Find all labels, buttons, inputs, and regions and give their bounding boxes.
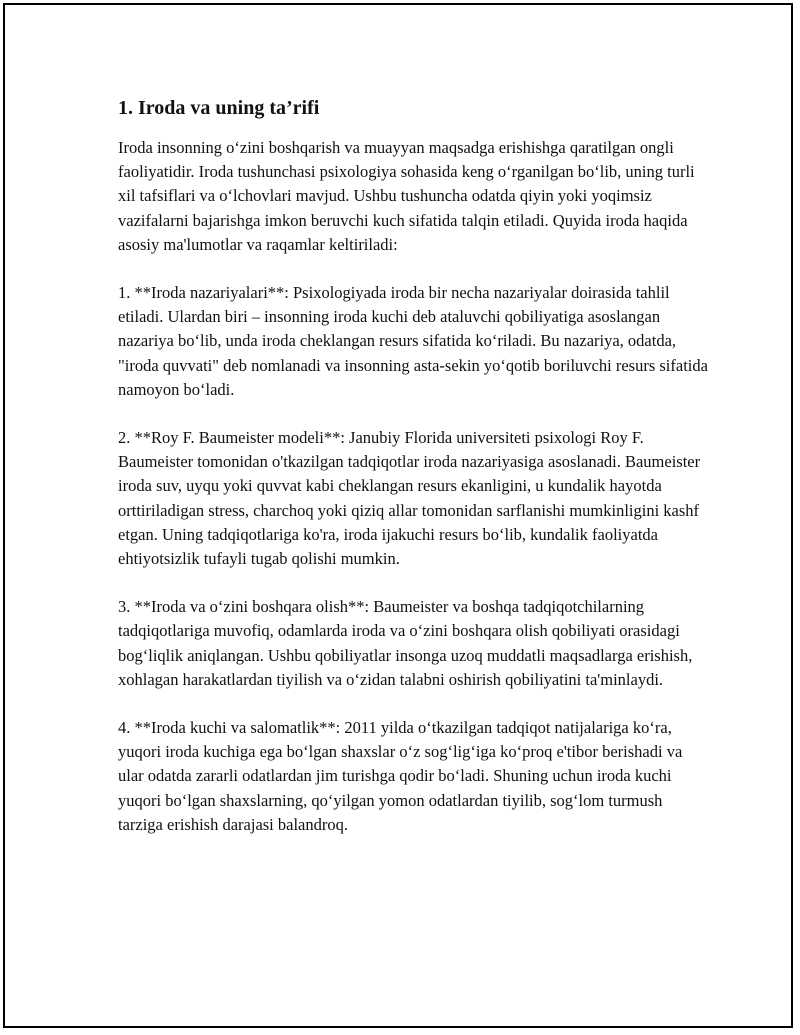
section-heading: 1. Iroda va uning ta’rifi <box>118 97 320 119</box>
intro-paragraph: Iroda insonning oʻzini boshqarish va muayyan maqsadga erishishga qaratilgan ongli faoliyatidir. Iroda tushunchasi psixologiya sohasida keng oʻrganilgan boʻlib, uning turli xil tafsiflari va oʻlchovlari mavjud. Ushbu tushuncha odatda qiyin yoki yoqimsiz vazifalarni bajarishga imkon beruvchi kuch sifatida talqin etiladi. Quyida iroda haqida asosiy ma'lumotlar va raqamlar keltiriladi: <box>118 138 695 254</box>
point-paragraph-4: 4. **Iroda kuchi va salomatlik**: 2011 yilda oʻtkazilgan tadqiqot natijalariga koʻra, yuqori iroda kuchiga ega boʻlgan shaxslar oʻz sogʻligʻiga koʻproq e'tibor berishadi va ular odatda zararli odatlardan jim turishga qodir boʻladi. Shuning uchun iroda kuchi yuqori boʻlgan shaxslarning, qoʻyilgan yomon odatlardan tiyilib, sogʻlom turmush tarziga erishish darajasi balandroq. <box>118 718 683 834</box>
point-paragraph-2: 2. **Roy F. Baumeister modeli**: Janubiy Florida universiteti psixologi Roy F. Baumeister tomonidan o'tkazilgan tadqiqotlar iroda nazariyasiga asoslanadi. Baumeister iroda suv, uyqu yoki quvvat kabi cheklangan resurs ekanligini, u kundalik hayotda orttiriladigan stress, charchoq yoki qiziq allar tomonidan sarflanishi mumkinligini kashf etgan. Uning tadqiqotlariga ko'ra, iroda ijakuchi resurs boʻlib, kundalik faoliyatda ehtiyotsizlik tufayli tugab qolishi mumkin. <box>118 428 701 569</box>
point-paragraph-1: 1. **Iroda nazariyalari**: Psixologiyada iroda bir necha nazariyalar doirasida tahlil etiladi. Ulardan biri – insonning iroda kuchi deb ataluvchi qobiliyatiga asoslangan nazariya boʻlib, unda iroda cheklangan resurs sifatida koʻriladi. Bu nazariya, odatda, "iroda quvvati" deb nomlanadi va insonning asta-sekin yoʻqotib boriluvchi resurs sifatida namoyon boʻladi. <box>118 283 708 399</box>
point-paragraph-3: 3. **Iroda va oʻzini boshqara olish**: Baumeister va boshqa tadqiqotchilarning tadqiqotlariga muvofiq, odamlarda iroda va oʻzini boshqara olish qobiliyati orasidagi bogʻliqlik aniqlangan. Ushbu qobiliyatlar insonga uzoq muddatli maqsadlarga erishish, xohlagan harakatlardan tiyilish va oʻzidan talabni oshirish qobiliyatini ta'minlaydi. <box>118 597 693 689</box>
document-body <box>118 94 708 861</box>
